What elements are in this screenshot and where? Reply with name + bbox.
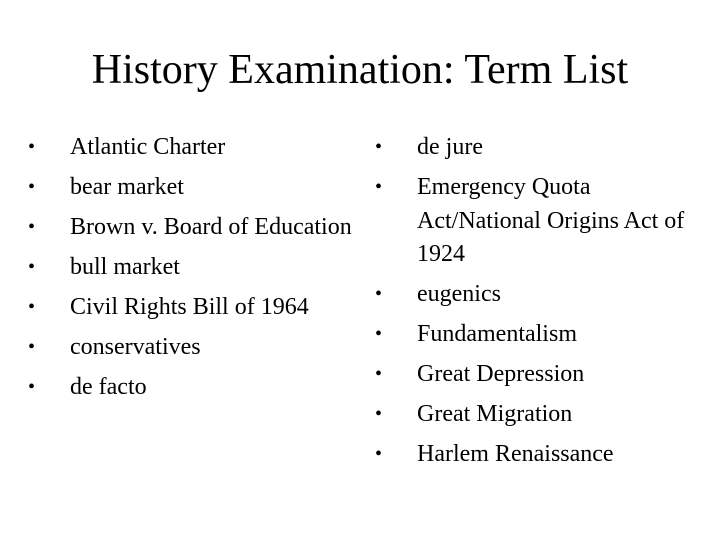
- term-text: conservatives: [70, 334, 201, 360]
- bullet-icon: •: [28, 256, 36, 278]
- bullet-icon: •: [375, 323, 383, 345]
- term-item: [28, 131, 358, 165]
- bullet-icon: •: [375, 403, 383, 425]
- bullet-icon: •: [375, 176, 383, 198]
- term-text: de jure: [417, 134, 483, 160]
- term-item: [28, 211, 358, 245]
- bullet-icon: •: [375, 363, 383, 385]
- bullet-icon: •: [28, 136, 36, 158]
- term-text: bull market: [70, 254, 180, 280]
- bullet-icon: •: [28, 376, 36, 398]
- term-text: bear market: [70, 174, 184, 200]
- term-text: Emergency Quota Act/National Origins Act of 1924: [417, 174, 685, 267]
- term-item: [375, 171, 715, 272]
- term-text: de facto: [70, 374, 147, 400]
- term-item: [375, 398, 715, 432]
- bullet-icon: •: [28, 216, 36, 238]
- term-item: [375, 358, 715, 392]
- term-item: [28, 371, 358, 405]
- term-list-right: [375, 131, 715, 478]
- slide-title: History Examination: Term List: [91, 47, 629, 93]
- term-item: [28, 251, 358, 285]
- term-item: [375, 278, 715, 312]
- term-item: [28, 331, 358, 365]
- term-list-left: [28, 131, 358, 411]
- term-item: [375, 318, 715, 352]
- term-text: Brown v. Board of Education: [70, 214, 352, 240]
- term-item: [375, 131, 715, 165]
- term-item: [28, 291, 358, 325]
- term-text: Atlantic Charter: [70, 134, 226, 160]
- bullet-icon: •: [28, 176, 36, 198]
- term-text: Harlem Renaissance: [417, 441, 614, 467]
- term-item: [375, 438, 715, 472]
- term-item: [28, 171, 358, 205]
- term-text: Civil Rights Bill of 1964: [70, 294, 309, 320]
- bullet-icon: •: [375, 443, 383, 465]
- bullet-icon: •: [375, 136, 383, 158]
- bullet-icon: •: [28, 296, 36, 318]
- term-text: Great Depression: [417, 361, 585, 387]
- bullet-icon: •: [375, 283, 383, 305]
- term-text: Great Migration: [417, 401, 573, 427]
- term-text: eugenics: [417, 281, 501, 307]
- term-text: Fundamentalism: [417, 321, 577, 347]
- bullet-icon: •: [28, 336, 36, 358]
